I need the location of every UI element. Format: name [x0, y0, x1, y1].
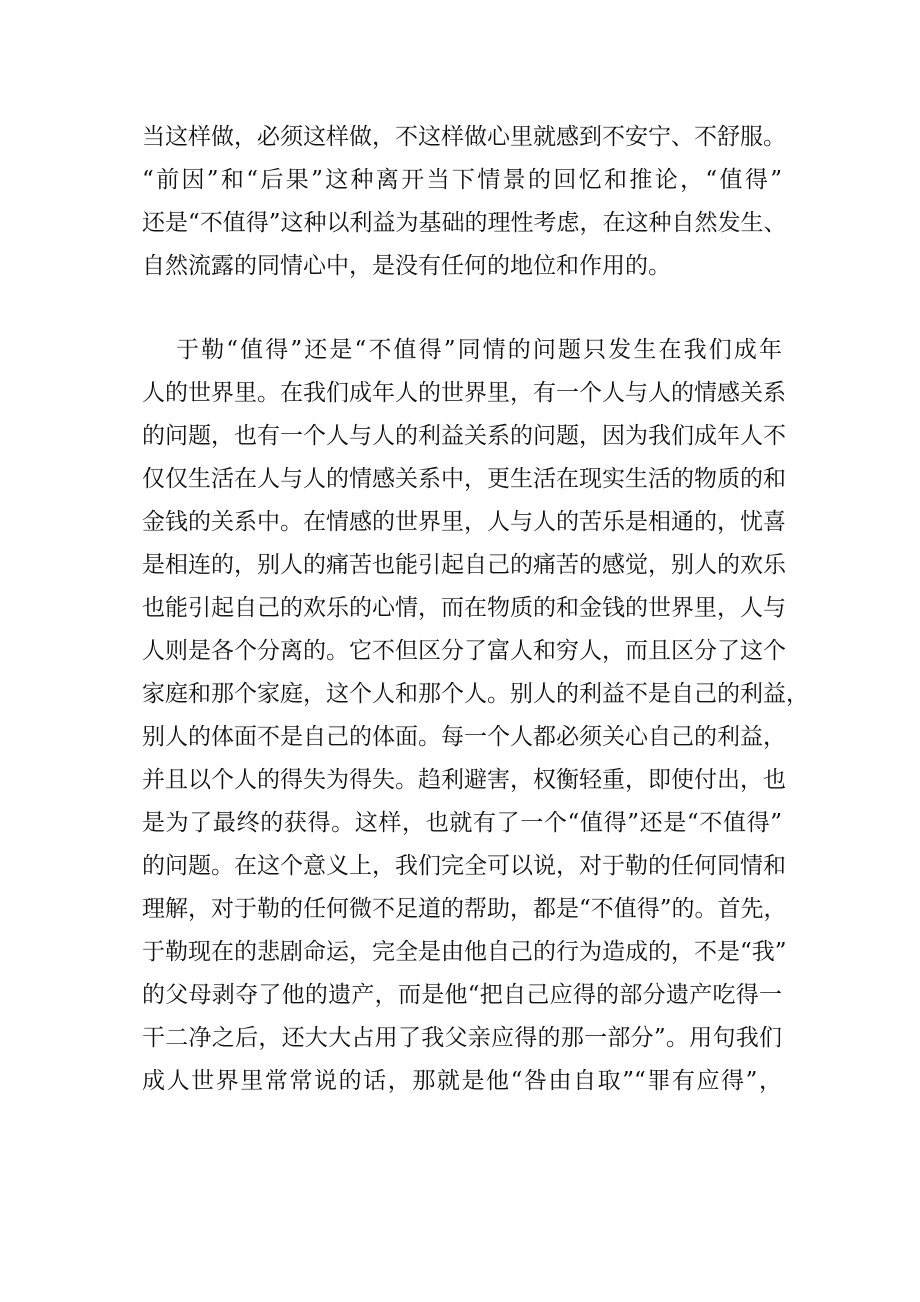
- paragraph-1-line: 还是“不值得”这种以利益为基础的理性考虑，在这种自然发生、: [142, 210, 787, 236]
- paragraph-2-line: 的问题，也有一个人与人的利益关系的问题，因为我们成年人不: [142, 423, 786, 449]
- paragraph-2-line: 的父母剥夺了他的遗产，而是他“把自己应得的部分遗产吃得一: [142, 982, 782, 1008]
- paragraph-1-line: 当这样做，必须这样做，不这样做心里就感到不安宁、不舒服。: [142, 124, 786, 150]
- paragraph-2-line: 人的世界里。在我们成年人的世界里，有一个人与人的情感关系: [142, 380, 786, 406]
- paragraph-2-line: 理解，对于勒的任何微不足道的帮助，都是“不值得”的。首先，: [142, 896, 787, 922]
- paragraph-2-line: 于勒“值得”还是“不值得”同情的问题只发生在我们成年: [176, 337, 782, 363]
- paragraph-2-line: 成人世界里常常说的话，那就是他“咎由自取”“罪有应得”，: [142, 1068, 782, 1094]
- paragraph-2-line: 干二净之后，还大大占用了我父亲应得的那一部分”。用句我们: [142, 1025, 782, 1051]
- paragraph-2-line: 于勒现在的悲剧命运，完全是由他自己的行为造成的，不是“我”: [142, 939, 787, 965]
- paragraph-1-line: “前因”和“后果”这种离开当下情景的回忆和推论，“值得”: [142, 167, 782, 193]
- paragraph-1-line: 自然流露的同情心中，是没有任何的地位和作用的。: [142, 253, 671, 279]
- paragraph-2-line: 别人的体面不是自己的体面。每一个人都必须关心自己的利益，: [142, 724, 786, 750]
- paragraph-2-line: 是相连的，别人的痛苦也能引起自己的痛苦的感觉，别人的欢乐: [142, 552, 786, 578]
- paragraph-2: [142, 329, 809, 1103]
- paragraph-1: [142, 116, 787, 288]
- paragraph-2-line: 金钱的关系中。在情感的世界里，人与人的苦乐是相通的，忧喜: [142, 509, 786, 535]
- paragraph-2-line: 并且以个人的得失为得失。趋利避害，权衡轻重，即使付出，也: [142, 767, 786, 793]
- paragraph-2-line: 的问题。在这个意义上，我们完全可以说，对于勒的任何同情和: [142, 853, 786, 879]
- paragraph-2-line: 家庭和那个家庭，这个人和那个人。别人的利益不是自己的利益，: [142, 681, 809, 707]
- paragraph-2-line: 是为了最终的获得。这样，也就有了一个“值得”还是“不值得”: [142, 810, 782, 836]
- paragraph-2-line: 人则是各个分离的。它不但区分了富人和穷人，而且区分了这个: [142, 638, 786, 664]
- paragraph-2-line: 也能引起自己的欢乐的心情，而在物质的和金钱的世界里，人与: [142, 595, 786, 621]
- paragraph-2-line: 仅仅生活在人与人的情感关系中，更生活在现实生活的物质的和: [142, 466, 786, 492]
